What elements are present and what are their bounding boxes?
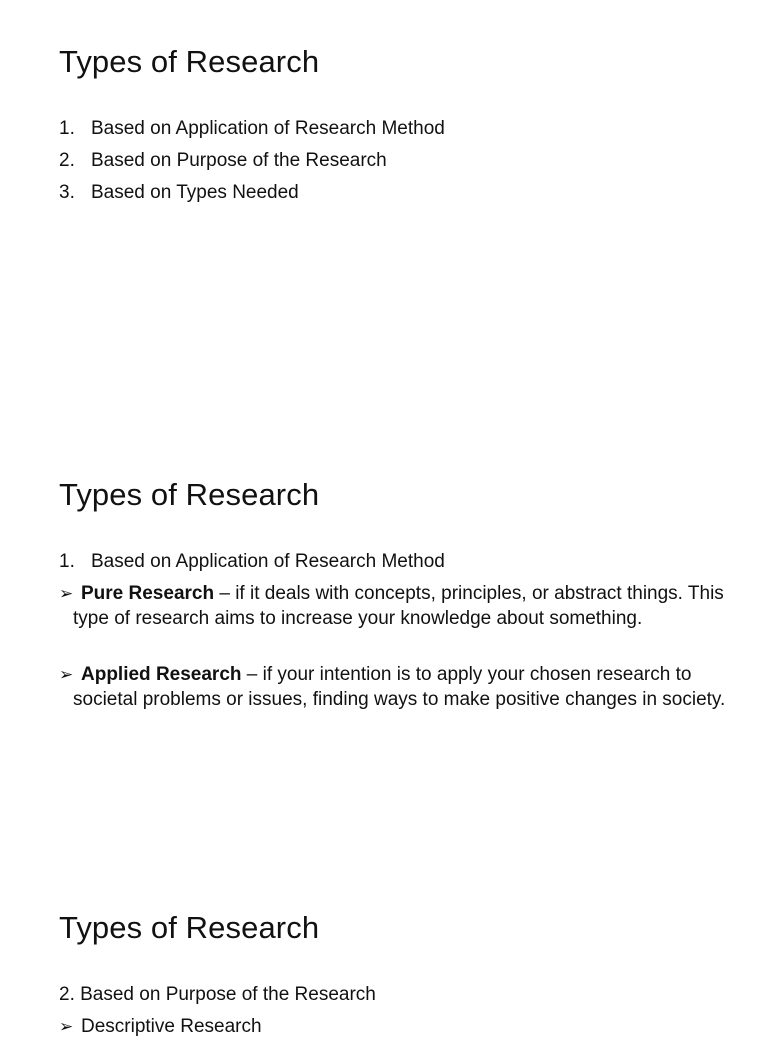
item-text: Based on Application of Research Method [91,118,445,139]
slide-title: Types of Research [59,477,320,512]
arrow-bullet-icon: ➢ [59,1017,74,1036]
item-number: 2. [59,150,75,171]
bullet-item [59,1014,729,1039]
numbered-item [59,183,299,202]
item-number: 1. [59,118,75,139]
bullet-term: Applied Research [81,664,242,685]
slide-title: Types of Research [59,910,320,945]
bullet-text [59,1014,729,1039]
item-number: 3. [59,182,75,203]
slide-title: Types of Research [59,44,320,79]
bullet-description: – if your intention is to apply your chosen research to societal problems or issues, finding ways to make positive changes in society. [73,664,726,710]
item-number: 1. [59,551,75,572]
bullet-description: Descriptive Research [81,1016,262,1037]
bullet-text [59,662,729,712]
numbered-item [59,151,387,170]
bullet-item [59,581,729,631]
bullet-term: Pure Research [81,583,215,604]
numbered-item [59,552,445,571]
bullet-text [59,581,729,631]
item-text: Based on Application of Research Method [91,551,445,572]
item-text: Based on Purpose of the Research [91,150,387,171]
arrow-bullet-icon: ➢ [59,584,74,603]
section-line: 2. Based on Purpose of the Research [59,984,376,1005]
numbered-item [59,119,445,138]
bullet-description: – if it deals with concepts, principles, or abstract things. This type of research aims to increase your knowledge about something. [73,583,724,629]
arrow-bullet-icon: ➢ [59,665,74,684]
bullet-item [59,662,729,712]
item-text: Based on Types Needed [91,182,299,203]
